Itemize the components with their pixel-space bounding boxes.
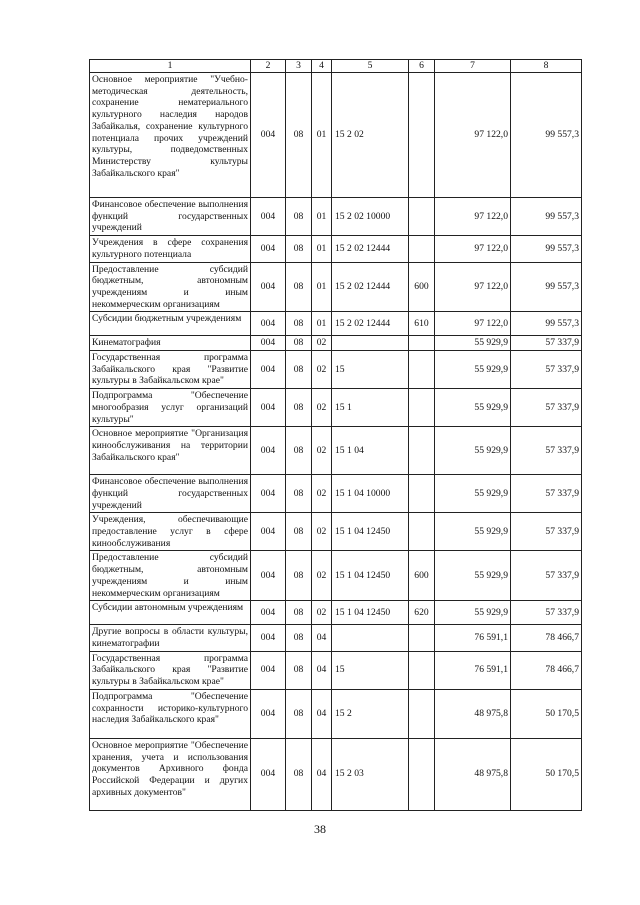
table-row	[90, 336, 582, 351]
amount-year2-cell: 50 170,5	[511, 738, 582, 810]
amount-year1-cell: 55 929,9	[435, 551, 511, 601]
header-cell: 4	[312, 60, 332, 73]
table-row	[90, 427, 582, 475]
subsection-cell: 04	[312, 689, 332, 738]
amount-year1-cell: 55 929,9	[435, 427, 511, 475]
table-row	[90, 625, 582, 651]
target-article-cell	[332, 625, 409, 651]
row-name-cell: Учреждения в сфере сохранения культурного потенциала	[90, 236, 251, 262]
amount-year1-cell: 97 122,0	[435, 312, 511, 336]
ministry-code-cell: 004	[251, 738, 286, 810]
row-name-cell: Учреждения, обеспечивающие предоставление услуг в сфере кинообслуживания	[90, 513, 251, 551]
header-cell: 5	[332, 60, 409, 73]
target-article-cell: 15 2 03	[332, 738, 409, 810]
section-cell: 08	[286, 312, 312, 336]
section-cell: 08	[286, 738, 312, 810]
amount-year1-cell: 97 122,0	[435, 198, 511, 236]
expense-type-cell	[409, 236, 435, 262]
ministry-code-cell: 004	[251, 651, 286, 689]
amount-year1-cell: 55 929,9	[435, 513, 511, 551]
target-article-cell: 15 2	[332, 689, 409, 738]
row-name-cell: Государственная программа Забайкальского края "Развитие культуры в Забайкальском крае"	[90, 651, 251, 689]
table-row	[90, 513, 582, 551]
ministry-code-cell: 004	[251, 351, 286, 389]
ministry-code-cell: 004	[251, 601, 286, 625]
section-cell: 08	[286, 601, 312, 625]
expense-type-cell: 600	[409, 551, 435, 601]
amount-year2-cell: 99 557,3	[511, 73, 582, 198]
amount-year1-cell: 55 929,9	[435, 351, 511, 389]
subsection-cell: 02	[312, 336, 332, 351]
section-cell: 08	[286, 198, 312, 236]
row-name-cell: Предоставление субсидий бюджетным, автономным учреждениям и иным некоммерческим организациям	[90, 262, 251, 312]
row-name-cell: Другие вопросы в области культуры, кинематографии	[90, 625, 251, 651]
subsection-cell: 01	[312, 73, 332, 198]
header-cell: 7	[435, 60, 511, 73]
ministry-code-cell: 004	[251, 689, 286, 738]
amount-year2-cell: 57 337,9	[511, 351, 582, 389]
ministry-code-cell: 004	[251, 312, 286, 336]
table-row	[90, 475, 582, 513]
amount-year2-cell: 57 337,9	[511, 389, 582, 427]
amount-year2-cell: 57 337,9	[511, 551, 582, 601]
amount-year1-cell: 55 929,9	[435, 601, 511, 625]
amount-year2-cell: 57 337,9	[511, 475, 582, 513]
ministry-code-cell: 004	[251, 427, 286, 475]
amount-year2-cell: 57 337,9	[511, 427, 582, 475]
section-cell: 08	[286, 427, 312, 475]
subsection-cell: 02	[312, 551, 332, 601]
ministry-code-cell: 004	[251, 475, 286, 513]
ministry-code-cell: 004	[251, 551, 286, 601]
row-name-cell: Кинематография	[90, 336, 251, 351]
subsection-cell: 01	[312, 312, 332, 336]
amount-year2-cell: 99 557,3	[511, 236, 582, 262]
target-article-cell: 15 1 04 10000	[332, 475, 409, 513]
subsection-cell: 02	[312, 389, 332, 427]
amount-year2-cell: 99 557,3	[511, 262, 582, 312]
target-article-cell: 15 1	[332, 389, 409, 427]
target-article-cell: 15 2 02	[332, 73, 409, 198]
header-row	[90, 60, 582, 73]
amount-year2-cell: 78 466,7	[511, 625, 582, 651]
row-name-cell: Предоставление субсидий бюджетным, автономным учреждениям и иным некоммерческим организациям	[90, 551, 251, 601]
ministry-code-cell: 004	[251, 389, 286, 427]
row-name-cell: Основное мероприятие "Обеспечение хранения, учета и использования документов Архивного фонда Российской Федерации и других архивных документов"	[90, 738, 251, 810]
row-name-cell: Финансовое обеспечение выполнения функций государственных учреждений	[90, 198, 251, 236]
target-article-cell: 15 2 02 12444	[332, 236, 409, 262]
target-article-cell: 15 1 04 12450	[332, 513, 409, 551]
expense-type-cell	[409, 625, 435, 651]
expense-type-cell: 610	[409, 312, 435, 336]
section-cell: 08	[286, 262, 312, 312]
expense-type-cell	[409, 738, 435, 810]
ministry-code-cell: 004	[251, 236, 286, 262]
subsection-cell: 04	[312, 738, 332, 810]
section-cell: 08	[286, 351, 312, 389]
table-row	[90, 236, 582, 262]
section-cell: 08	[286, 236, 312, 262]
target-article-cell: 15	[332, 651, 409, 689]
amount-year1-cell: 55 929,9	[435, 475, 511, 513]
table-row	[90, 651, 582, 689]
row-name-cell: Основное мероприятие "Учебно-методическая деятельность, сохранение нематериального культурного наследия народов Забайкалья, сохранение культурного потенциала прочих учреждений культуры, подведомственных Министерству культуры Забайкальского края"	[90, 73, 251, 198]
amount-year2-cell: 99 557,3	[511, 198, 582, 236]
expense-type-cell	[409, 651, 435, 689]
expense-type-cell	[409, 336, 435, 351]
target-article-cell: 15 1 04 12450	[332, 601, 409, 625]
page-number: 38	[314, 822, 326, 836]
row-name-cell: Субсидии бюджетным учреждениям	[90, 312, 251, 336]
table-row	[90, 689, 582, 738]
amount-year2-cell: 50 170,5	[511, 689, 582, 738]
amount-year2-cell: 99 557,3	[511, 312, 582, 336]
expense-type-cell	[409, 389, 435, 427]
ministry-code-cell: 004	[251, 513, 286, 551]
subsection-cell: 01	[312, 198, 332, 236]
expense-type-cell	[409, 427, 435, 475]
section-cell: 08	[286, 651, 312, 689]
target-article-cell: 15 1 04	[332, 427, 409, 475]
table-row	[90, 738, 582, 810]
section-cell: 08	[286, 336, 312, 351]
expense-type-cell	[409, 73, 435, 198]
subsection-cell: 02	[312, 427, 332, 475]
row-name-cell: Подпрограмма "Обеспечение многообразия услуг организаций культуры"	[90, 389, 251, 427]
subsection-cell: 02	[312, 601, 332, 625]
expense-type-cell	[409, 689, 435, 738]
header-cell: 1	[90, 60, 251, 73]
section-cell: 08	[286, 475, 312, 513]
subsection-cell: 01	[312, 262, 332, 312]
table-row	[90, 312, 582, 336]
amount-year1-cell: 97 122,0	[435, 73, 511, 198]
header-cell: 6	[409, 60, 435, 73]
subsection-cell: 01	[312, 236, 332, 262]
amount-year2-cell: 57 337,9	[511, 513, 582, 551]
target-article-cell: 15	[332, 351, 409, 389]
subsection-cell: 02	[312, 475, 332, 513]
header-cell: 8	[511, 60, 582, 73]
row-name-cell: Основное мероприятие "Организация кинообслуживания на территории Забайкальского края"	[90, 427, 251, 475]
row-name-cell: Подпрограмма "Обеспечение сохранности историко-культурного наследия Забайкальского края"	[90, 689, 251, 738]
row-name-cell: Государственная программа Забайкальского края "Развитие культуры в Забайкальском крае"	[90, 351, 251, 389]
amount-year2-cell: 78 466,7	[511, 651, 582, 689]
target-article-cell: 15 2 02 12444	[332, 312, 409, 336]
target-article-cell: 15 2 02 10000	[332, 198, 409, 236]
table-row	[90, 389, 582, 427]
section-cell: 08	[286, 689, 312, 738]
amount-year1-cell: 55 929,9	[435, 336, 511, 351]
expense-type-cell	[409, 513, 435, 551]
table-row	[90, 262, 582, 312]
section-cell: 08	[286, 625, 312, 651]
header-cell: 3	[286, 60, 312, 73]
amount-year1-cell: 76 591,1	[435, 651, 511, 689]
table-row	[90, 198, 582, 236]
ministry-code-cell: 004	[251, 625, 286, 651]
expense-type-cell	[409, 351, 435, 389]
amount-year1-cell: 76 591,1	[435, 625, 511, 651]
budget-table	[89, 59, 582, 811]
amount-year1-cell: 55 929,9	[435, 389, 511, 427]
table-row	[90, 601, 582, 625]
target-article-cell	[332, 336, 409, 351]
section-cell: 08	[286, 551, 312, 601]
target-article-cell: 15 1 04 12450	[332, 551, 409, 601]
subsection-cell: 04	[312, 625, 332, 651]
header-cell: 2	[251, 60, 286, 73]
amount-year2-cell: 57 337,9	[511, 336, 582, 351]
subsection-cell: 02	[312, 513, 332, 551]
expense-type-cell: 600	[409, 262, 435, 312]
expense-type-cell	[409, 198, 435, 236]
table-row	[90, 73, 582, 198]
ministry-code-cell: 004	[251, 73, 286, 198]
section-cell: 08	[286, 73, 312, 198]
subsection-cell: 02	[312, 351, 332, 389]
row-name-cell: Субсидии автономным учреждениям	[90, 601, 251, 625]
section-cell: 08	[286, 389, 312, 427]
amount-year2-cell: 57 337,9	[511, 601, 582, 625]
amount-year1-cell: 48 975,8	[435, 738, 511, 810]
row-name-cell: Финансовое обеспечение выполнения функций государственных учреждений	[90, 475, 251, 513]
target-article-cell: 15 2 02 12444	[332, 262, 409, 312]
expense-type-cell: 620	[409, 601, 435, 625]
amount-year1-cell: 48 975,8	[435, 689, 511, 738]
ministry-code-cell: 004	[251, 336, 286, 351]
subsection-cell: 04	[312, 651, 332, 689]
section-cell: 08	[286, 513, 312, 551]
amount-year1-cell: 97 122,0	[435, 262, 511, 312]
table-row	[90, 351, 582, 389]
ministry-code-cell: 004	[251, 262, 286, 312]
expense-type-cell	[409, 475, 435, 513]
table-row	[90, 551, 582, 601]
ministry-code-cell: 004	[251, 198, 286, 236]
amount-year1-cell: 97 122,0	[435, 236, 511, 262]
